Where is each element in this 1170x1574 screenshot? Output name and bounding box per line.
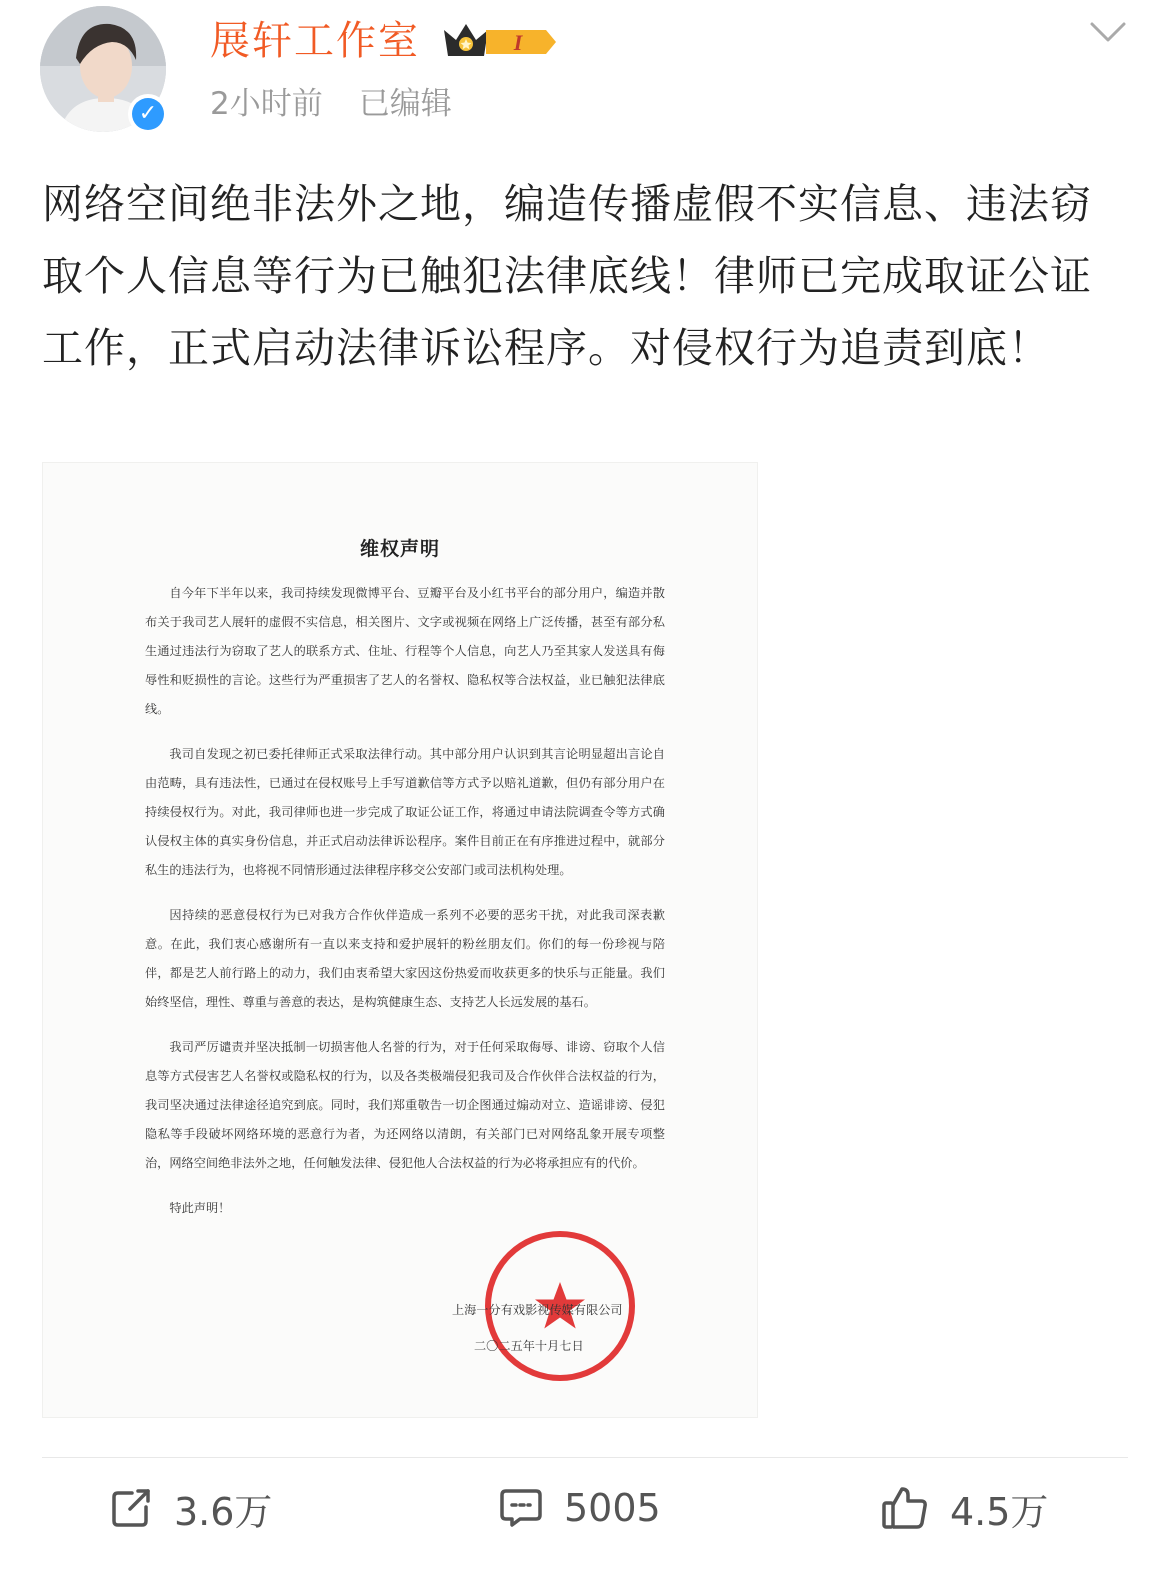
like-button[interactable] [880, 1480, 1048, 1536]
post-text: 网络空间绝非法外之地，编造传播虚假不实信息、违法窃取个人信息等行为已触犯法律底线！律师已完成取证公证工作，正式启动法律诉讼程序。对侵权行为追责到底！ [42, 180, 1092, 372]
statement-paragraph: 我司自发现之初已委托律师正式采取法律行动。其中部分用户认识到其言论明显超出言论自由范畴，具有违法性，已通过在侵权账号上手写道歉信等方式予以赔礼道歉，但仍有部分用户在持续侵权行为。对此，我司律师也进一步完成了取证公证工作，将通过申请法院调查令等方式确认侵权主体的真实身份信息，并正式启动法律诉讼程序。案件目前正在有序推进过程中，就部分私生的违法行为，也将视不同情形通过法律程序移交公安部门或司法机构处理。 [145, 747, 665, 877]
username[interactable]: 展轩工作室 [210, 18, 420, 64]
statement-body [145, 579, 665, 1239]
statement-date: 二〇二五年十月七日 [474, 1339, 584, 1353]
statement-title: 维权声明 [359, 538, 440, 560]
statement-image[interactable] [42, 462, 758, 1418]
verified-badge-icon: ✓ [128, 94, 168, 134]
thumbs-up-icon [880, 1483, 930, 1533]
vip-level: I [513, 30, 523, 55]
statement-closing: 特此声明！ [169, 1201, 231, 1215]
like-count: 4.5万 [950, 1489, 1049, 1534]
company-name: 上海一分有戏影视传媒有限公司 [452, 1303, 623, 1317]
repost-button[interactable] [108, 1480, 272, 1536]
statement-paragraph: 我司严厉谴责并坚决抵制一切损害他人名誉的行为，对于任何采取侮辱、诽谤、窃取个人信息等方式侵害艺人名誉权或隐私权的行为，以及各类极端侵犯我司及合作伙伴合法权益的行为，我司坚决通过法律途径追究到底。同时，我们郑重敬告一切企图通过煽动对立、造谣诽谤、侵犯隐私等手段破坏网络环境的恶意行为者，为还网络以清朗，有关部门已对网络乱象开展专项整治，网络空间绝非法外之地，任何触发法律、侵犯他人合法权益的行为必将承担应有的代价。 [145, 1040, 665, 1170]
comment-icon [498, 1485, 544, 1531]
post-time: 2小时前 [210, 86, 323, 122]
comment-count: 5005 [564, 1486, 661, 1530]
share-icon [108, 1485, 154, 1531]
edited-label[interactable]: 已编辑 [358, 86, 452, 122]
chevron-down-icon[interactable] [1088, 18, 1128, 50]
statement-signature [452, 1292, 623, 1364]
vip-crown-badge-icon[interactable] [440, 18, 560, 68]
statement-paragraph: 因持续的恶意侵权行为已对我方合作伙伴造成一系列不必要的恶劣干扰，对此我司深表歉意。在此，我们衷心感谢所有一直以来支持和爱护展轩的粉丝朋友们。你们的每一份珍视与陪伴，都是艺人前行路上的动力，我们由衷希望大家因这份热爱而收获更多的快乐与正能量。我们始终坚信，理性、尊重与善意的表达，是构筑健康生态、支持艺人长远发展的基石。 [145, 908, 665, 1009]
divider [42, 1457, 1128, 1458]
repost-count: 3.6万 [174, 1489, 273, 1534]
post-meta [210, 84, 452, 124]
statement-paragraph: 自今年下半年以来，我司持续发现微博平台、豆瓣平台及小红书平台的部分用户，编造并散布关于我司艺人展轩的虚假不实信息，相关图片、文字或视频在网络上广泛传播，甚至有部分私生通过违法行为窃取了艺人的联系方式、住址、行程等个人信息，向艺人乃至其家人发送具有侮辱性和贬损性的言论。这些行为严重损害了艺人的名誉权、隐私权等合法权益，业已触犯法律底线。 [145, 586, 665, 716]
comment-button[interactable] [498, 1480, 661, 1536]
